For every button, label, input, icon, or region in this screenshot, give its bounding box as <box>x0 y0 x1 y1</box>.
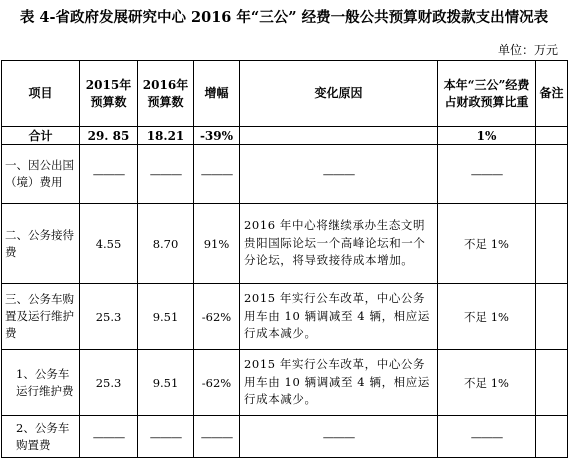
cell-2015: 25.3 <box>80 284 138 350</box>
table-row <box>2 145 568 204</box>
header-item: 项目 <box>2 61 80 127</box>
cell-change: ——— <box>194 416 240 458</box>
cell-reason <box>240 127 438 145</box>
cell-2015: 29. 85 <box>80 127 138 145</box>
cell-2016: 9.51 <box>138 284 194 350</box>
header-change: 增幅 <box>194 61 240 127</box>
unit-label: 单位：万元 <box>497 43 558 57</box>
cell-item: 一、因公出国（境）费用 <box>2 145 80 204</box>
cell-2015: 4.55 <box>80 204 138 284</box>
cell-ratio: 不足 1% <box>438 204 536 284</box>
cell-reason: 2016 年中心将继续承办生态文明贵阳国际论坛一个高峰论坛和一个分论坛，将导致接待成本增加。 <box>240 204 438 284</box>
cell-ratio: ——— <box>438 416 536 458</box>
cell-note <box>536 204 568 284</box>
cell-ratio: 不足 1% <box>438 284 536 350</box>
cell-ratio: 1% <box>438 127 536 145</box>
cell-2016: 9.51 <box>138 350 194 416</box>
cell-note <box>536 416 568 458</box>
cell-reason: 2015 年实行公车改革，中心公务用车由 10 辆调减至 4 辆，相应运行成本减少。 <box>240 350 438 416</box>
cell-change: 91% <box>194 204 240 284</box>
cell-2016: 8.70 <box>138 204 194 284</box>
cell-reason: ——— <box>240 145 438 204</box>
table-title: 表 4-省政府发展研究中心 2016 年“三公” 经费一般公共预算财政拨款支出情况表 <box>19 9 549 26</box>
header-note: 备注 <box>536 61 568 127</box>
table-row <box>2 350 568 416</box>
header-2015-budget: 2015年预算数 <box>80 61 138 127</box>
cell-change: -62% <box>194 284 240 350</box>
cell-change: -62% <box>194 350 240 416</box>
cell-note <box>536 350 568 416</box>
header-ratio: 本年“三公”经费占财政预算比重 <box>438 61 536 127</box>
cell-change: ——— <box>194 145 240 204</box>
budget-table <box>1 60 568 458</box>
table-row <box>2 284 568 350</box>
cell-reason: ——— <box>240 416 438 458</box>
table-row <box>2 204 568 284</box>
cell-2015: 25.3 <box>80 350 138 416</box>
cell-item: 三、公务车购置及运行维护费 <box>2 284 80 350</box>
cell-2016: ——— <box>138 416 194 458</box>
table-row-total <box>2 127 568 145</box>
header-reason: 变化原因 <box>240 61 438 127</box>
cell-2015: ——— <box>80 145 138 204</box>
cell-note <box>536 145 568 204</box>
cell-item: 2、公务车购置费 <box>2 416 80 458</box>
cell-2016: 18.21 <box>138 127 194 145</box>
header-row <box>2 61 568 127</box>
cell-item: 二、公务接待费 <box>2 204 80 284</box>
cell-ratio: ——— <box>438 145 536 204</box>
cell-2016: ——— <box>138 145 194 204</box>
cell-item: 1、公务车运行维护费 <box>2 350 80 416</box>
cell-change: -39% <box>194 127 240 145</box>
cell-item: 合计 <box>2 127 80 145</box>
cell-ratio: 不足 1% <box>438 350 536 416</box>
cell-note <box>536 127 568 145</box>
cell-2015: ——— <box>80 416 138 458</box>
header-2016-budget: 2016年预算数 <box>138 61 194 127</box>
table-row <box>2 416 568 458</box>
cell-reason: 2015 年实行公车改革，中心公务用车由 10 辆调减至 4 辆，相应运行成本减少。 <box>240 284 438 350</box>
cell-note <box>536 284 568 350</box>
